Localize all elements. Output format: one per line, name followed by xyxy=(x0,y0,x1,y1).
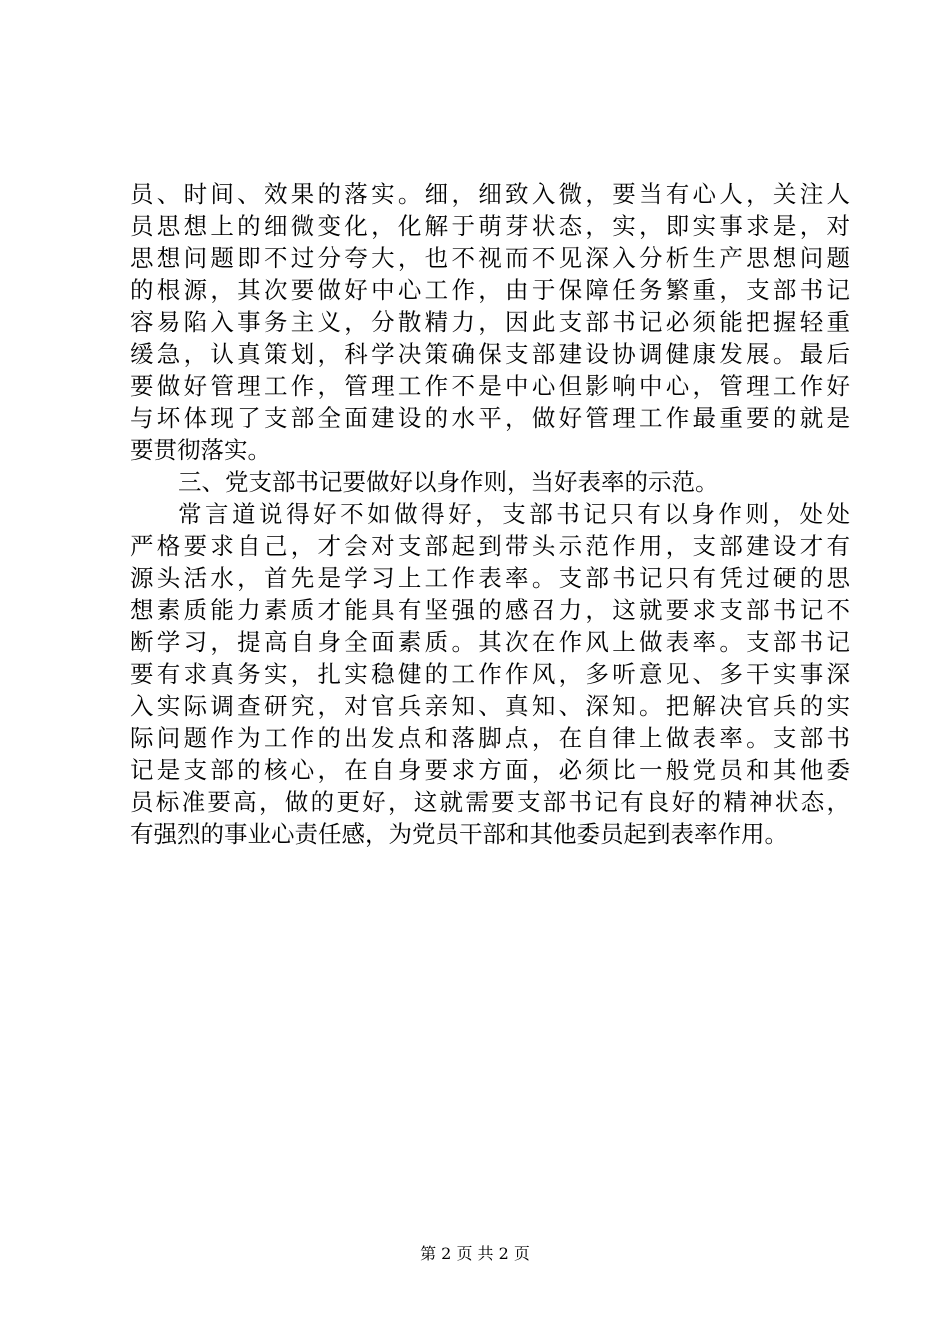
text-line: 入实际调查研究，对官兵亲知、真知、深知。把解决官兵的实 xyxy=(130,692,850,720)
text-line: 要有求真务实，扎实稳健的工作作风，多听意见、多干实事深 xyxy=(130,660,850,688)
text-line: 际问题作为工作的出发点和落脚点，在自律上做表率。支部书 xyxy=(130,724,850,752)
text-line: 员、时间、效果的落实。细，细致入微，要当有心人，关注人 xyxy=(130,180,850,208)
text-line: 严格要求自己，才会对支部起到带头示范作用，支部建设才有 xyxy=(130,532,850,560)
text-line: 的根源，其次要做好中心工作，由于保障任务繁重，支部书记 xyxy=(130,276,850,304)
text-line: 想素质能力素质才能具有坚强的感召力，这就要求支部书记不 xyxy=(130,596,850,624)
text-line: 有强烈的事业心责任感，为党员干部和其他委员起到表率作用。 xyxy=(130,820,788,848)
text-line: 要贯彻落实。 xyxy=(130,436,271,464)
text-line: 记是支部的核心，在自身要求方面，必须比一般党员和其他委 xyxy=(130,756,850,784)
text-line: 缓急，认真策划，科学决策确保支部建设协调健康发展。最后 xyxy=(130,340,850,368)
text-line: 员标准要高，做的更好，这就需要支部书记有良好的精神状态， xyxy=(130,788,850,816)
text-line: 思想问题即不过分夸大，也不视而不见深入分析生产思想问题 xyxy=(130,244,850,272)
text-line: 要做好管理工作，管理工作不是中心但影响中心，管理工作好 xyxy=(130,372,850,400)
page-footer: 第 2 页 共 2 页 xyxy=(420,1244,530,1263)
text-line: 与坏体现了支部全面建设的水平，做好管理工作最重要的就是 xyxy=(130,404,850,432)
section-heading: 三、党支部书记要做好以身作则，当好表率的示范。 xyxy=(178,468,719,496)
text-line: 容易陷入事务主义，分散精力，因此支部书记必须能把握轻重 xyxy=(130,308,850,336)
document-body xyxy=(130,178,850,850)
text-line: 源头活水，首先是学习上工作表率。支部书记只有凭过硬的思 xyxy=(130,564,850,592)
text-line: 常言道说得好不如做得好，支部书记只有以身作则，处处 xyxy=(178,500,850,528)
text-line: 断学习，提高自身全面素质。其次在作风上做表率。支部书记 xyxy=(130,628,850,656)
text-line: 员思想上的细微变化，化解于萌芽状态，实，即实事求是，对 xyxy=(130,212,850,240)
